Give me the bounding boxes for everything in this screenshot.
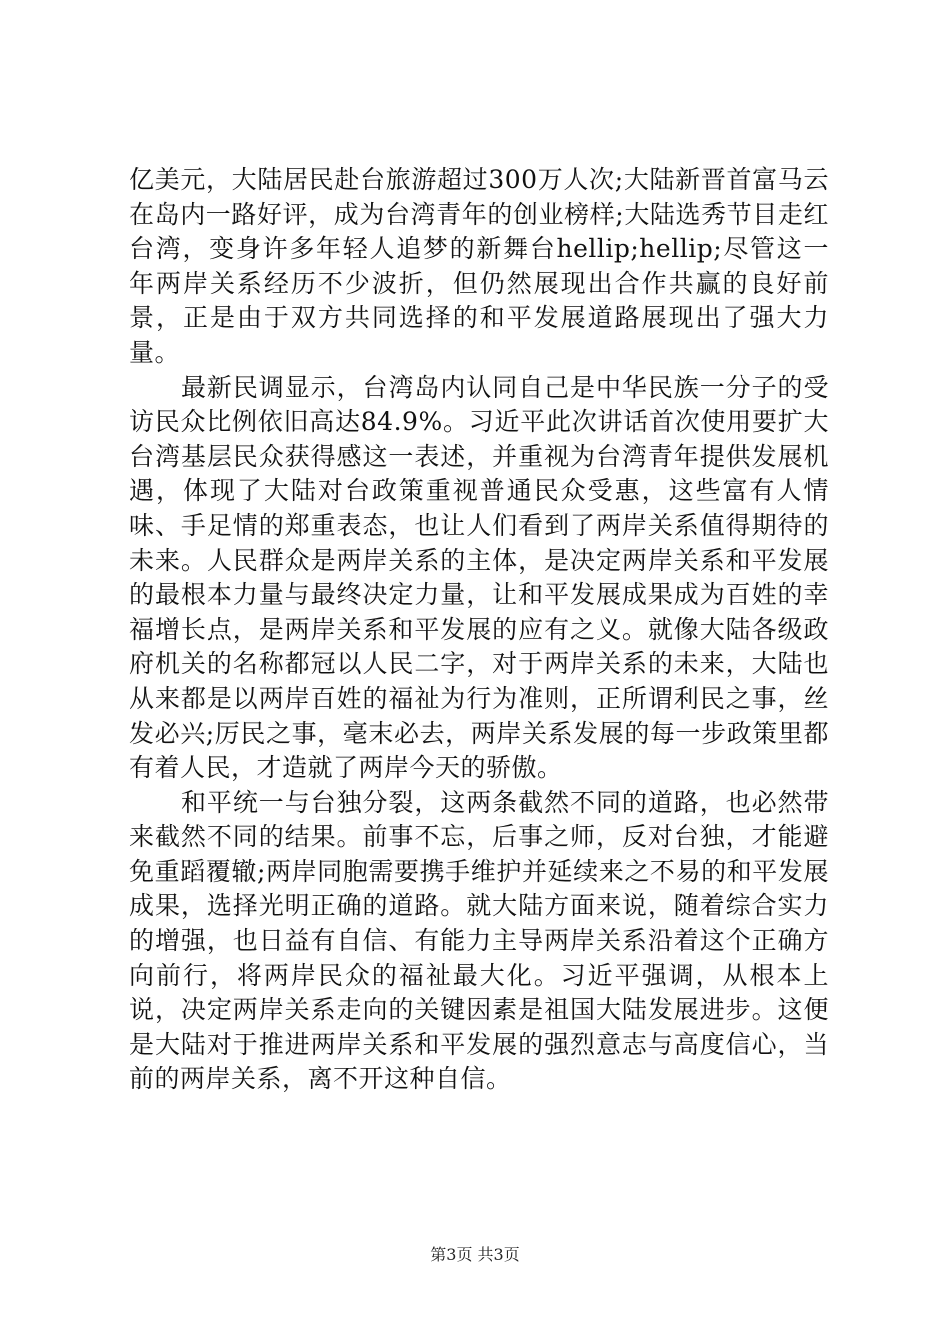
page-number-footer: 第3页 共3页	[430, 1245, 520, 1264]
document-body	[129, 163, 829, 1097]
paragraph-survey: 最新民调显示，台湾岛内认同自己是中华民族一分子的受访民众比例依旧高达84.9%。习近平此次讲话首次使用要扩大台湾基层民众获得感这一表述，并重视为台湾青年提供发展机遇，体现了大陆对台政策重视普通民众受惠，这些富有人情味、手足情的郑重表态，也让人们看到了两岸关系值得期待的未来。人民群众是两岸关系的主体，是决定两岸关系和平发展的最根本力量与最终决定力量，让和平发展成果成为百姓的幸福增长点，是两岸关系和平发展的应有之义。就像大陆各级政府机关的名称都冠以人民二字，对于两岸关系的未来，大陆也从来都是以两岸百姓的福祉为行为准则，正所谓利民之事，丝发必兴;厉民之事，毫末必去，两岸关系发展的每一步政策里都有着人民，才造就了两岸今天的骄傲。	[129, 372, 829, 783]
paragraph-peaceful-unification: 和平统一与台独分裂，这两条截然不同的道路，也必然带来截然不同的结果。前事不忘，后事之师，反对台独，才能避免重蹈覆辙;两岸同胞需要携手维护并延续来之不易的和平发展成果，选择光明正确的道路。就大陆方面来说，随着综合实力的增强，也日益有自信、有能力主导两岸关系沿着这个正确方向前行，将两岸民众的福祉最大化。习近平强调，从根本上说，决定两岸关系走向的关键因素是祖国大陆发展进步。这便是大陆对于推进两岸关系和平发展的强烈意志与高度信心，当前的两岸关系，离不开这种自信。	[129, 787, 829, 1094]
paragraph-continuation: 亿美元，大陆居民赴台旅游超过300万人次;大陆新晋首富马云在岛内一路好评，成为台湾青年的创业榜样;大陆选秀节目走红台湾，变身许多年轻人追梦的新舞台hellip;hellip;尽管这一年两岸关系经历不少波折，但仍然展现出合作共赢的良好前景，正是由于双方共同选择的和平发展道路展现出了强大力量。	[129, 165, 829, 367]
